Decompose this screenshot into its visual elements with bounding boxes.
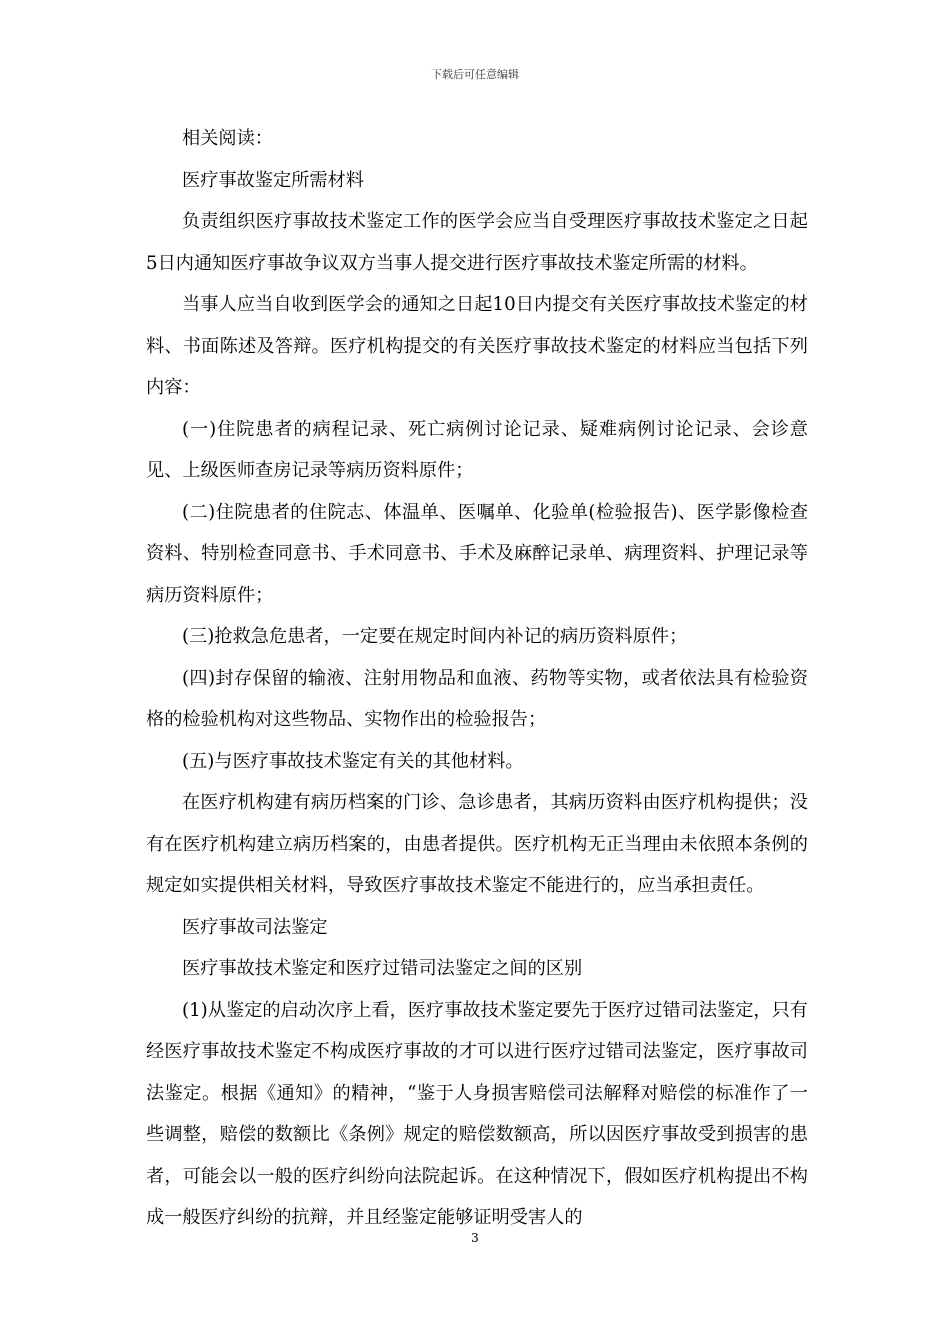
paragraph: 在医疗机构建有病历档案的门诊、急诊患者，其病历资料由医疗机构提供；没有在医疗机构建立病历档案的，由患者提供。医疗机构无正当理由未依照本条例的规定如实提供相关材料，导致医疗事故技术鉴定不能进行的，应当承担责任。 xyxy=(146,792,808,896)
paragraph: (四)封存保留的输液、注射用物品和血液、药物等实物，或者依法具有检验资格的检验机构对这些物品、实物作出的检验报告； xyxy=(146,667,808,730)
paragraph: (三)抢救急危患者，一定要在规定时间内补记的病历资料原件； xyxy=(182,626,688,647)
paragraph: 医疗事故鉴定所需材料 xyxy=(182,169,364,191)
paragraph: 负责组织医疗事故技术鉴定工作的医学会应当自受理医疗事故技术鉴定之日起5日内通知医疗事故争议双方当事人提交进行医疗事故技术鉴定所需的材料。 xyxy=(146,211,808,274)
paragraph: 相关阅读： xyxy=(182,128,273,149)
page-header: 下载后可任意编辑 xyxy=(431,68,519,81)
paragraph: 医疗事故司法鉴定 xyxy=(182,916,328,938)
paragraph: (五)与医疗事故技术鉴定有关的其他材料。 xyxy=(182,750,524,772)
document-body xyxy=(146,118,808,1239)
paragraph: 当事人应当自收到医学会的通知之日起10日内提交有关医疗事故技术鉴定的材料、书面陈述及答辩。医疗机构提交的有关医疗事故技术鉴定的材料应当包括下列内容： xyxy=(146,294,808,398)
paragraph: (一)住院患者的病程记录、死亡病例讨论记录、疑难病例讨论记录、会诊意见、上级医师查房记录等病历资料原件； xyxy=(146,418,808,481)
paragraph: (1)从鉴定的启动次序上看，医疗事故技术鉴定要先于医疗过错司法鉴定，只有经医疗事故技术鉴定不构成医疗事故的才可以进行医疗过错司法鉴定，医疗事故司法鉴定。根据《通知》的精神，“鉴于人身损害赔偿司法解释对赔偿的标准作了一些调整，赔偿的数额比《条例》规定的赔偿数额高，所以因医疗事故受到损害的患者，可能会以一般的医疗纠纷向法院起诉。在这种情况下，假如医疗机构提出不构成一般医疗纠纷的抗辩，并且经鉴定能够证明受害人的 xyxy=(146,999,808,1228)
page-number: 3 xyxy=(471,1231,479,1245)
paragraph: (二)住院患者的住院志、体温单、医嘱单、化验单(检验报告)、医学影像检查资料、特别检查同意书、手术同意书、手术及麻醉记录单、病理资料、护理记录等病历资料原件； xyxy=(146,501,808,606)
paragraph: 医疗事故技术鉴定和医疗过错司法鉴定之间的区别 xyxy=(182,958,583,979)
